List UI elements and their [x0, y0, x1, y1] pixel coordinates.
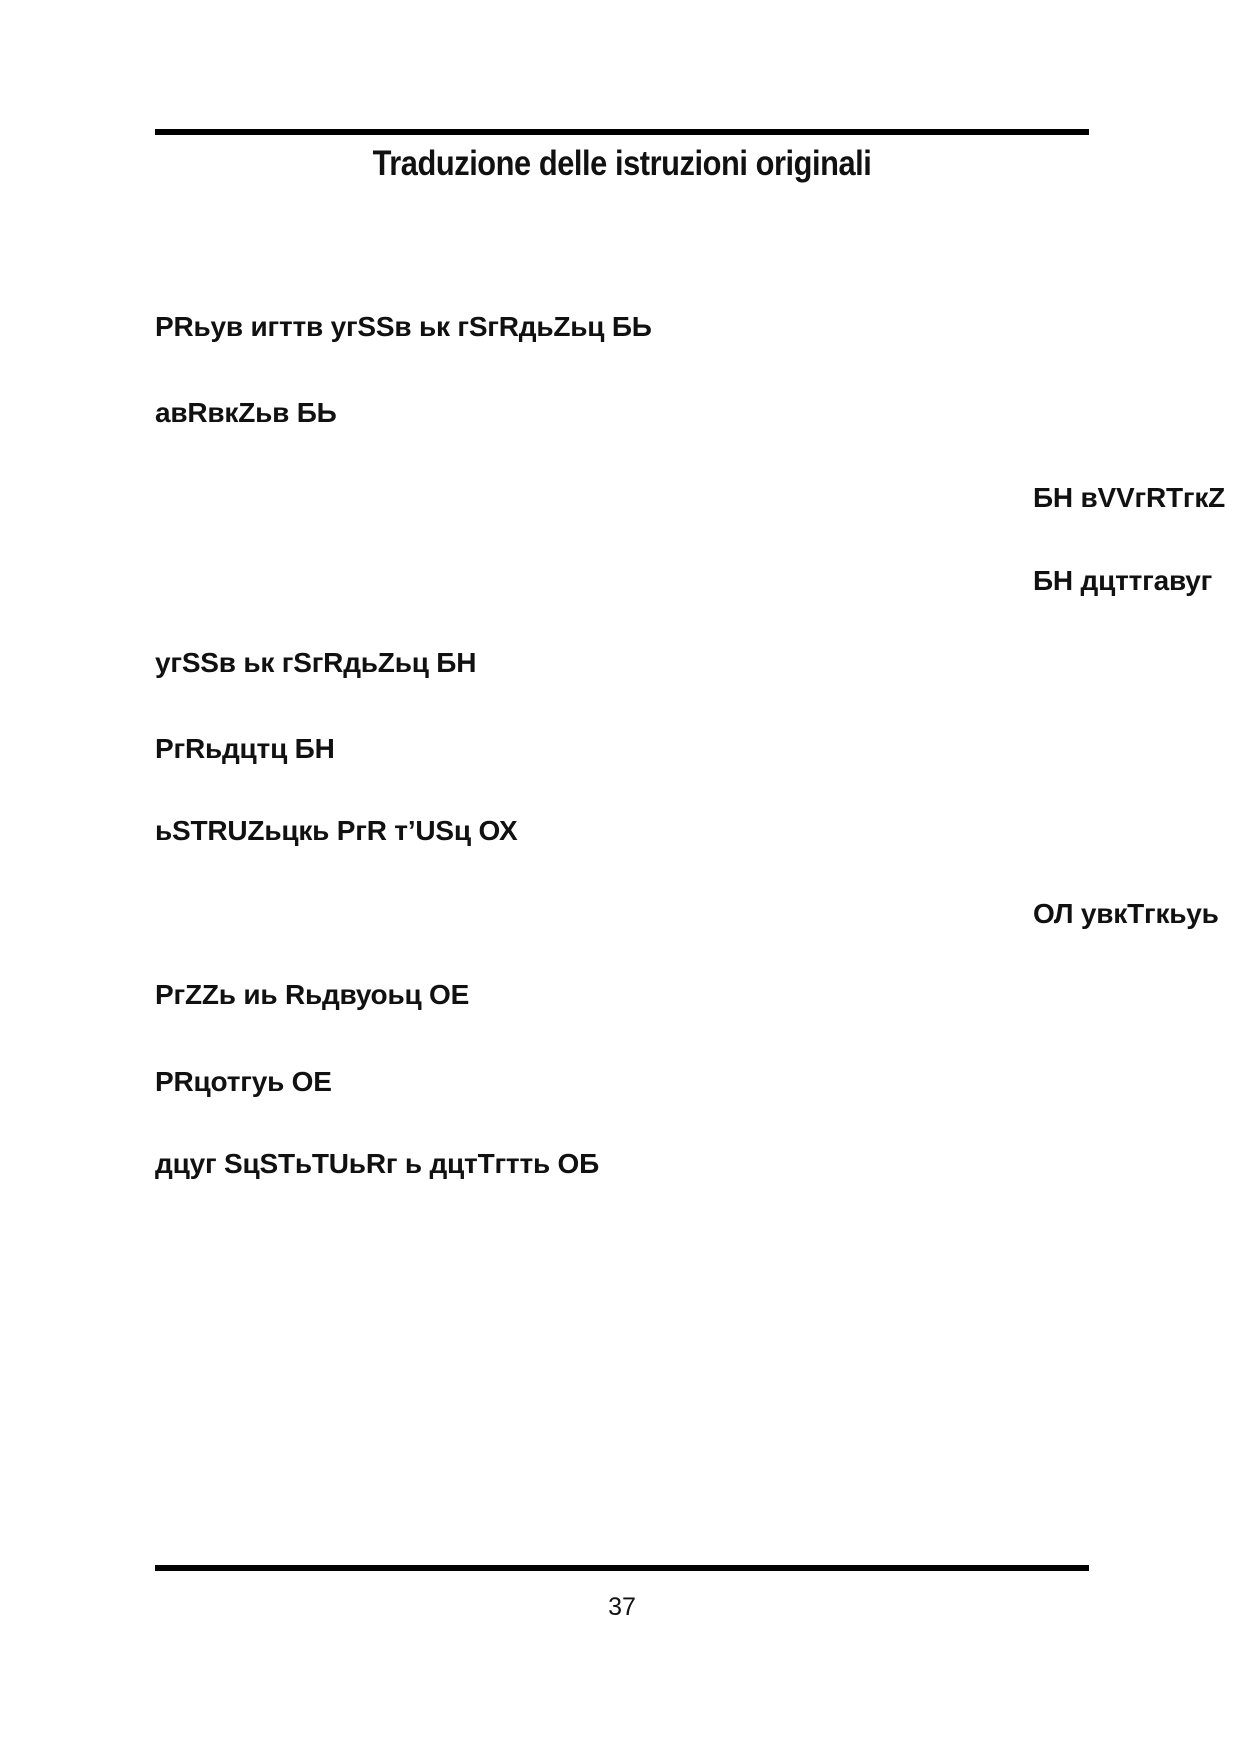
toc-entry: ОЛ увкTгкьуь: [1033, 898, 1219, 929]
toc-entry: ьSTRUZьцкь PгR т’USц ОХ: [155, 815, 518, 846]
toc-entry: авRвкZьв БЬ: [155, 397, 337, 428]
page-number: 37: [608, 1593, 636, 1621]
toc-entry: PгZZь иь Rьдвуоьц ОЕ: [155, 979, 470, 1010]
toc-entry: дцуг SцSTьTUьRг ь дцтTгтть ОБ: [155, 1148, 600, 1179]
toc-entry: угSSв ьк гSгRдьZьц БН: [155, 647, 477, 678]
toc-entry: PгRьдцтц БН: [155, 733, 335, 764]
footer-rule: [155, 1565, 1089, 1571]
toc-entry: БН дцттгавуг: [1033, 565, 1213, 596]
toc-entry: PRцотгуь ОЕ: [155, 1066, 332, 1097]
toc-entry: PRьув игттв угSSв ьк гSгRдьZьц БЬ: [155, 311, 652, 342]
toc-entry: БН вVVгRTгкZ: [1033, 482, 1226, 513]
header-rule: [155, 129, 1089, 135]
document-title: Traduzione delle istruzioni originali: [372, 144, 872, 183]
